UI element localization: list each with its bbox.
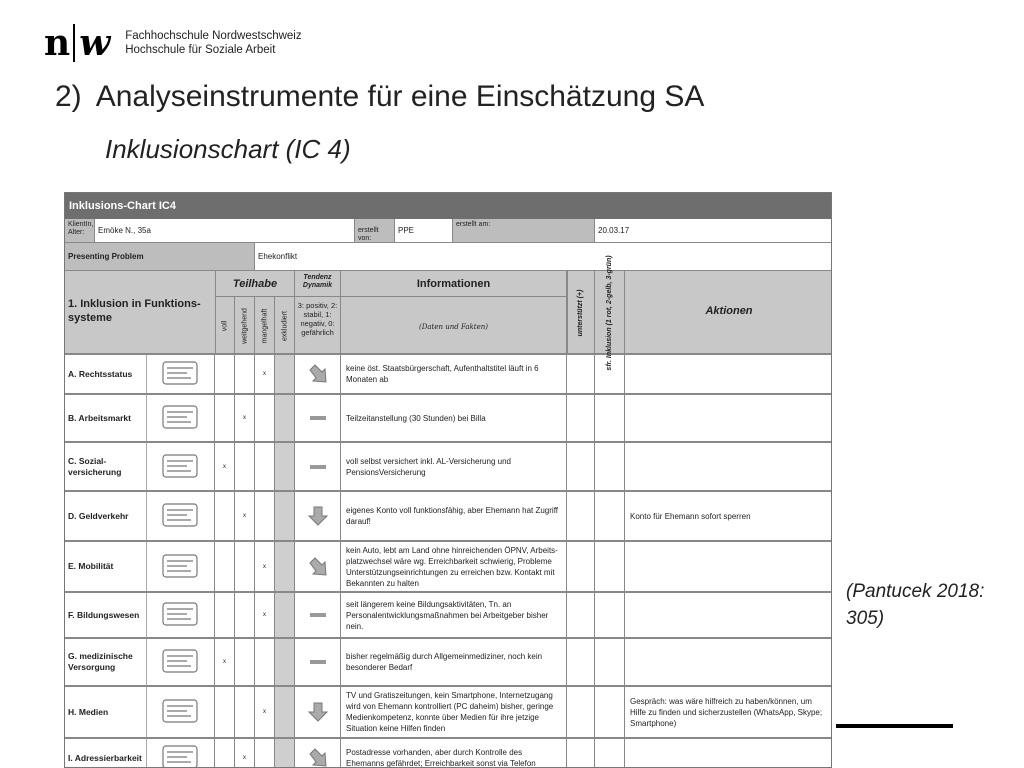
trend-arrow-icon [295, 687, 341, 737]
teilhabe-cell: x [255, 355, 275, 393]
teilhabe-cell [215, 739, 235, 768]
row-label: C. Sozial-versicherung [65, 443, 147, 490]
row-aktion: Gespräch: was wäre hilfreich zu haben/können, um Hilfe zu finden und sicherzustellen (WhatsApp, Skype; Smartphone) [630, 696, 823, 728]
skala-cell [595, 395, 625, 441]
skala-cell [595, 687, 625, 737]
teilhabe-header: Teilhabe [215, 271, 295, 297]
teilhabe-cell: x [235, 395, 255, 441]
teilhabe-cell [275, 739, 295, 768]
row-aktion: Konto für Ehemann sofort sperren [630, 511, 751, 521]
chart-row [65, 687, 832, 739]
chart-row [65, 355, 832, 395]
row-aktion [625, 739, 832, 768]
teilhabe-cell [255, 492, 275, 540]
teilhabe-cell [215, 395, 235, 441]
trend-arrow-icon [295, 542, 341, 591]
teilhabe-cell [255, 739, 275, 768]
medical-sketch-icon [147, 639, 215, 685]
erstellt-am-label: erstellt am: [453, 219, 595, 242]
decorative-line [836, 724, 953, 728]
row-label: E. Mobilität [65, 542, 147, 591]
row-info: bisher regelmäßig durch Allgemeinmediziner, noch kein besonderer Bedarf [341, 639, 567, 685]
trend-arrow-icon [295, 739, 341, 768]
row-aktion [625, 542, 832, 591]
teilhabe-cell [275, 639, 295, 685]
chart-row [65, 443, 832, 492]
document-sketch-icon [147, 355, 215, 393]
informationen-header: Informationen [341, 271, 567, 297]
row-info: TV und Gratiszeitungen, kein Smartphone, Internetzugang wird von Ehemann kontrolliert (PC daheim) bisher, geringe Medienkompetenz, konnte über Medien für ihre jetzige Situation keine Hilfen finden [341, 687, 567, 737]
teilhabe-cell [255, 639, 275, 685]
col-mangelhaft-header: mangelhaft [255, 297, 275, 355]
trend-arrow-icon [295, 593, 341, 637]
unterstuetzt-cell [567, 492, 595, 540]
skala-cell [595, 355, 625, 393]
chart-row [65, 593, 832, 639]
client-info-row [65, 219, 832, 243]
teilhabe-cell [275, 395, 295, 441]
row-info: seit längerem keine Bildungsaktivitäten, Tn. an Personalentwicklungsmaßnahmen bei Arbeitgeber bisher nein. [341, 593, 567, 637]
teilhabe-cell [215, 492, 235, 540]
presenting-problem-label: Presenting Problem [65, 243, 255, 270]
chart-row [65, 395, 832, 443]
money-sketch-icon [147, 492, 215, 540]
trend-arrow-icon [295, 639, 341, 685]
unterstuetzt-header: unterstützt (+) [567, 271, 595, 355]
row-aktion [625, 639, 832, 685]
erstellt-am-value: 20.03.17 [598, 226, 630, 235]
inclusion-chart-image [64, 192, 832, 768]
teilhabe-cell: x [255, 593, 275, 637]
laptop-sketch-icon [147, 395, 215, 441]
skala-cell [595, 443, 625, 490]
logo-text [125, 29, 301, 57]
skala-cell [595, 639, 625, 685]
teilhabe-cell: x [255, 687, 275, 737]
teilhabe-cell [235, 639, 255, 685]
chart-title: Inklusions-Chart IC4 [65, 193, 832, 219]
teilhabe-cell [275, 492, 295, 540]
book-sketch-icon [147, 593, 215, 637]
teilhabe-cell: x [235, 739, 255, 768]
teilhabe-cell [275, 593, 295, 637]
teilhabe-cell [215, 542, 235, 591]
teilhabe-cell [235, 542, 255, 591]
teilhabe-cell [215, 593, 235, 637]
car-sketch-icon [147, 542, 215, 591]
unterstuetzt-cell [567, 443, 595, 490]
fhnw-logo [44, 22, 302, 64]
daten-fakten-header: (Daten und Fakten) [341, 297, 567, 355]
unterstuetzt-cell [567, 739, 595, 768]
teilhabe-cell [255, 395, 275, 441]
teilhabe-cell [275, 355, 295, 393]
row-info: kein Auto, lebt am Land ohne hinreichenden ÖPNV, Arbeits-platzwechsel wäre wg. Erreichbarkeit schwierig, Probleme Unterstützungseinrichtungen zu erreichen bzw. Kontakt mit Bekannten zu halten [341, 542, 567, 591]
chart-row [65, 739, 832, 768]
teilhabe-cell [215, 687, 235, 737]
logo-line-1: Fachhochschule Nordwestschweiz [125, 30, 302, 42]
klientin-label: KlientIn, Alter: [65, 219, 95, 242]
section-title: 1. Inklusion in Funktions-systeme [68, 298, 201, 324]
row-aktion [625, 395, 832, 441]
teilhabe-cell: x [215, 639, 235, 685]
row-info: voll selbst versichert inkl. AL-Versicherung und PensionsVersicherung [341, 443, 567, 490]
unterstuetzt-cell [567, 355, 595, 393]
col-exkludiert-header: exkludiert [275, 297, 295, 355]
chart-row [65, 492, 832, 542]
phone-sketch-icon [147, 739, 215, 768]
logo-line-2: Hochschule für Soziale Arbeit [125, 44, 276, 56]
unterstuetzt-cell [567, 639, 595, 685]
col-voll-header: voll [215, 297, 235, 355]
teilhabe-cell: x [215, 443, 235, 490]
teilhabe-cell: x [235, 492, 255, 540]
row-info: Teilzeitanstellung (30 Stunden) bei Billa [341, 395, 567, 441]
trend-arrow-icon [295, 492, 341, 540]
aktionen-header: Aktionen [705, 305, 753, 317]
erstellt-von-label: erstellt von: [355, 219, 395, 242]
unterstuetzt-cell [567, 687, 595, 737]
row-info: keine öst. Staatsbürgerschaft, Aufenthaltstitel läuft in 6 Monaten ab [341, 355, 567, 393]
skala-cell [595, 492, 625, 540]
logo-letter-w: w [79, 22, 110, 64]
teilhabe-cell [215, 355, 235, 393]
row-info: eigenes Konto voll funktionsfähig, aber Ehemann hat Zugriff darauf! [341, 492, 567, 540]
teilhabe-cell [275, 687, 295, 737]
row-label: G. medizinische Versorgung [65, 639, 147, 685]
logo-mark [44, 22, 109, 64]
row-label: A. Rechtsstatus [65, 355, 147, 393]
klientin-value: Emöke N., 35a [95, 219, 355, 242]
teilhabe-cell [235, 443, 255, 490]
teilhabe-cell [255, 443, 275, 490]
slide-number: 2) [55, 80, 82, 113]
teilhabe-cell [235, 593, 255, 637]
row-aktion [625, 593, 832, 637]
unterstuetzt-cell [567, 593, 595, 637]
tendenz-header: Tendenz Dynamik [295, 271, 341, 297]
slide-title [55, 80, 704, 114]
chart-row [65, 639, 832, 687]
skala-cell [595, 542, 625, 591]
citation [846, 578, 984, 632]
teilhabe-cell [275, 443, 295, 490]
row-label: H. Medien [65, 687, 147, 737]
chart-row [65, 542, 832, 593]
logo-divider [73, 24, 75, 62]
skala-cell [595, 593, 625, 637]
skala-cell [595, 739, 625, 768]
media-sketch-icon [147, 687, 215, 737]
inklusion-skala-header: sfr. Inklusion (1 rot, 2-gelb, 3-grün) [595, 271, 625, 355]
row-label: D. Geldverkehr [65, 492, 147, 540]
col-weitgehend-header: weitgehend [235, 297, 255, 355]
trend-arrow-icon [295, 443, 341, 490]
row-label: B. Arbeitsmarkt [65, 395, 147, 441]
unterstuetzt-cell [567, 542, 595, 591]
row-aktion [625, 355, 832, 393]
erstellt-von-value: PPE [395, 219, 453, 242]
slide-title-text: Analyseinstrumente für eine Einschätzung SA [95, 80, 705, 113]
unterstuetzt-cell [567, 395, 595, 441]
presenting-problem-value: Ehekonflikt [258, 252, 298, 261]
row-info: Postadresse vorhanden, aber durch Kontrolle des Ehemanns gefährdet; Erreichbarkeit sonst via Telefon [341, 739, 567, 768]
hands-sketch-icon [147, 443, 215, 490]
teilhabe-cell [275, 542, 295, 591]
presenting-problem-row [65, 243, 832, 271]
trend-arrow-icon [295, 395, 341, 441]
row-label: I. Adressierbarkeit [65, 739, 147, 768]
teilhabe-cell: x [255, 542, 275, 591]
citation-line-1: (Pantucek 2018: [846, 581, 985, 602]
teilhabe-cell [235, 355, 255, 393]
logo-letter-n: n [44, 22, 70, 64]
citation-line-2: 305) [846, 608, 885, 629]
row-aktion [625, 443, 832, 490]
teilhabe-cell [235, 687, 255, 737]
slide-subtitle: Inklusionschart (IC 4) [105, 134, 351, 164]
row-label: F. Bildungswesen [65, 593, 147, 637]
trend-arrow-icon [295, 355, 341, 393]
tendenz-scale: 3: positiv, 2: stabil, 1: negativ, 0: gefährlich [295, 297, 341, 355]
